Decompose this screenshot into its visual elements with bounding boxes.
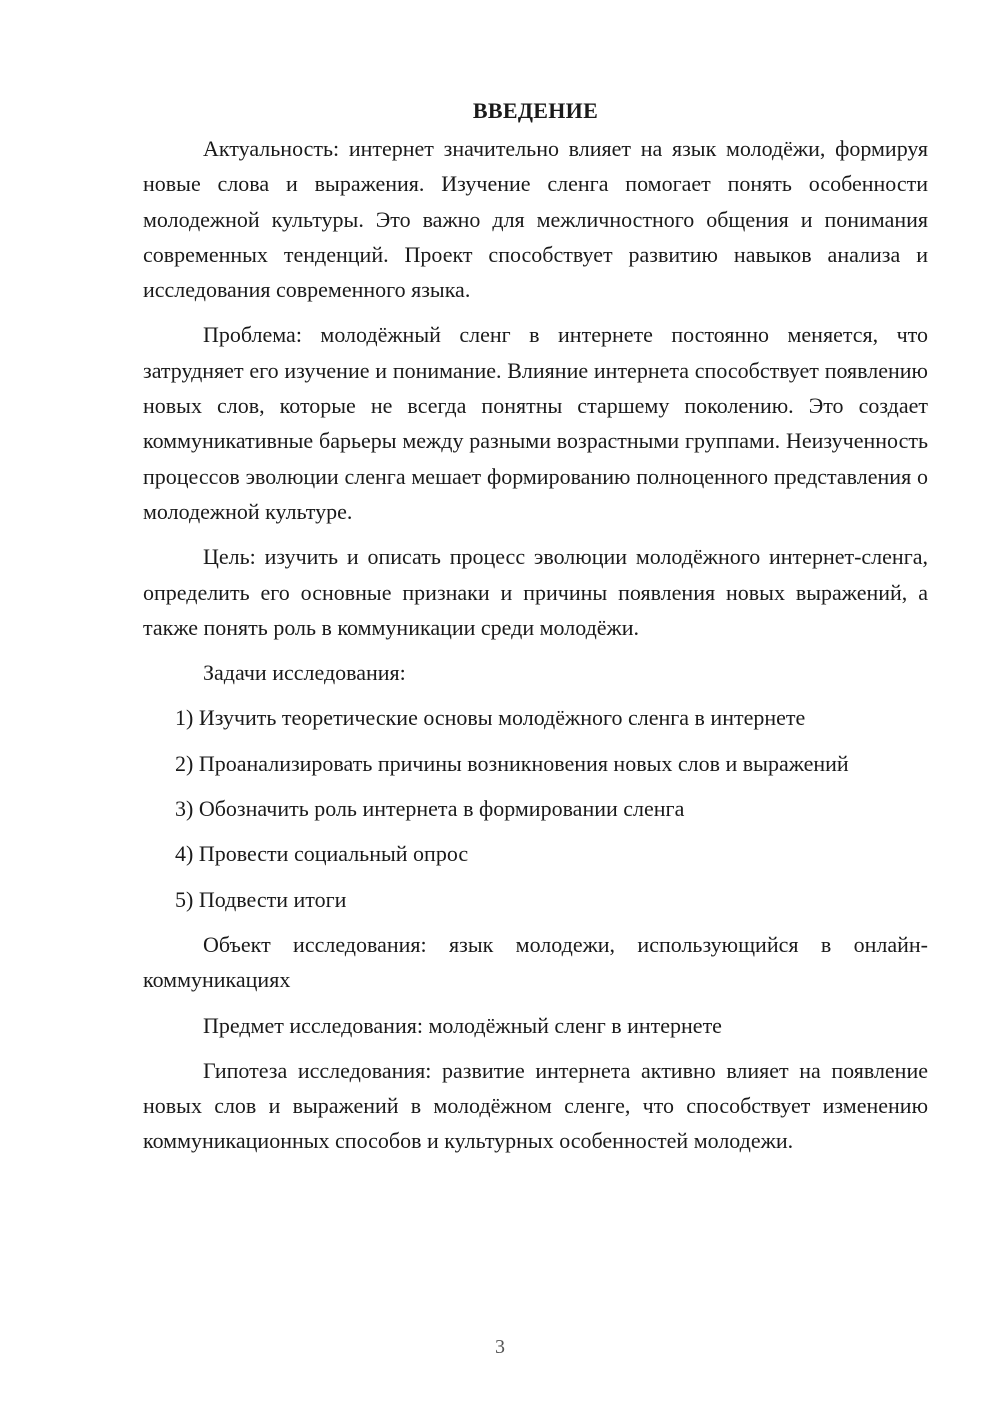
tasks-list (143, 700, 928, 916)
task-item-5: 5) Подвести итоги (175, 886, 347, 912)
page-number: 3 (495, 1336, 505, 1358)
document-page (143, 95, 928, 1159)
section-heading: ВВЕДЕНИЕ (472, 98, 599, 123)
task-item-4: 4) Провести социальный опрос (175, 841, 469, 867)
task-item-3: 3) Обозначить роль интернета в формировании сленга (175, 796, 685, 822)
problem-paragraph: Проблема: молодёжный сленг в интернете постоянно меняется, что затрудняет его изучение и понимание. Влияние интернета способствует появлению новых слов, которые не всегда понятны старшему поколению. Это создает коммуникативные барьеры между разными возрастными группами. Неизученность процессов эволюции сленга мешает формированию полноценного представления о молодежной культуре. (143, 322, 928, 524)
hypothesis-paragraph: Гипотеза исследования: развитие интернета активно влияет на появление новых слов и выражений в молодёжном сленге, что способствует изменению коммуникационных способов и культурных особенностей молодежи. (143, 1057, 928, 1154)
tasks-title: Задачи исследования: (203, 660, 406, 686)
object-paragraph: Объект исследования: язык молодежи, использующийся в онлайн-коммуникациях (143, 931, 928, 993)
subject-paragraph: Предмет исследования: молодёжный сленг в интернете (203, 1012, 722, 1038)
task-item-2: 2) Проанализировать причины возникновения новых слов и выражений (175, 750, 849, 776)
relevance-paragraph: Актуальность: интернет значительно влияет на язык молодёжи, формируя новые слова и выражения. Изучение сленга помогает понять особенности молодежной культуры. Это важно для межличностного общения и понимания современных тенденций. Проект способствует развитию навыков анализа и исследования современного языка. (143, 136, 928, 303)
goal-paragraph: Цель: изучить и описать процесс эволюции молодёжного интернет-сленга, определить его основные признаки и причины появления новых выражений, а также понять роль в коммуникации среди молодёжи. (143, 544, 928, 640)
task-item-1: 1) Изучить теоретические основы молодёжного сленга в интернете (175, 705, 806, 731)
